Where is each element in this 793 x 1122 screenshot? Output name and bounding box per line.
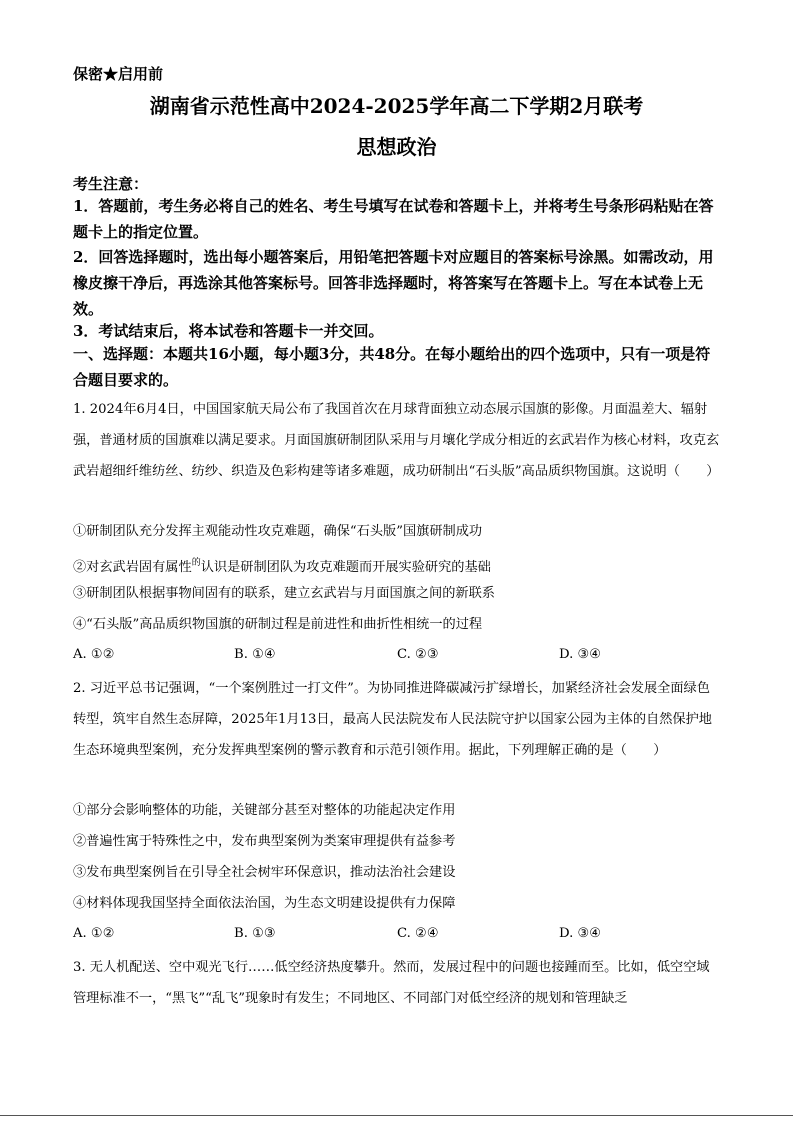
question-2-option-4: ④材料体现我国坚持全面依法治国，为生态文明建设提供有力保障: [73, 896, 456, 911]
choice-d: D. ③④: [559, 647, 602, 662]
notice-item-2: 2．回答选择题时，选出每小题答案后，用铅笔把答题卡对应题目的答案标号涂黑。如需改动，用橡皮擦干净后，再选涂其他答案标号。回答非选择题时，将答案写在答题卡上。写在本试卷上无效。: [73, 248, 714, 318]
question-2-option-2: ②普遍性寓于特殊性之中，发布典型案例为类案审理提供有益参考: [73, 834, 456, 849]
question-2-option-1: ①部分会影响整体的功能，关键部分甚至对整体的功能起决定作用: [73, 803, 456, 818]
page-bottom-rule: [0, 1115, 793, 1116]
section-heading: 一、选择题：本题共16小题，每小题3分，共48分。在每小题给出的四个选项中，只有一项是符合题目要求的。: [73, 345, 711, 389]
choice-c: C. ②④: [397, 926, 439, 941]
question-1-option-1: ①研制团队充分发挥主观能动性攻克难题，确保“石头版”国旗研制成功: [73, 524, 483, 539]
exam-title: 湖南省示范性高中2024-2025学年高二下学期2月联考: [149, 94, 644, 118]
notice-item-1: 1．答题前，考生务必将自己的姓名、考生号填写在试卷和答题卡上，并将考生号条形码粘贴在答题卡上的指定位置。: [73, 197, 714, 241]
question-1-option-4: ④“石头版”高品质织物国旗的研制过程是前进性和曲折性相统一的过程: [73, 617, 483, 632]
question-3-stem: 3. 无人机配送、空中观光飞行……低空经济热度攀升。然而，发展过程中的问题也接踵而至。比如，低空空域管理标准不一，“黑飞”“乱飞”现象时有发生；不同地区、不同部门对低空经济的规划和管理缺乏: [73, 960, 710, 1006]
question-1-choices: [73, 647, 673, 667]
choice-d: D. ③④: [559, 926, 602, 941]
confidential-label: 保密★启用前: [73, 65, 164, 83]
notice-heading: 考生注意：: [73, 175, 149, 193]
choice-b: B. ①③: [234, 926, 276, 941]
choice-a: A. ①②: [73, 647, 115, 662]
question-2-choices: [73, 926, 673, 946]
notice-item-3: 3．考试结束后，将本试卷和答题卡一并交回。: [73, 322, 384, 340]
choice-a: A. ①②: [73, 926, 115, 941]
question-1-option-2: ②对玄武岩固有属性$^的$认识是研制团队为攻克难题而开展实验研究的基础: [73, 558, 491, 575]
choice-b: B. ①④: [234, 647, 276, 662]
question-1-stem: 1. 2024年6月4日，中国国家航天局公布了我国首次在月球背面独立动态展示国旗的影像。月面温差大、辐射强，普通材质的国旗难以满足要求。月面国旗研制团队采用与月壤化学成分相近的玄武岩作为核心材料，攻克玄武岩超细纤维纺丝、纺纱、织造及色彩构建等诸多难题，成功研制出“石头版”高品质织物国旗。这说明（ ）: [73, 402, 720, 479]
question-1-option-3: ③研制团队根据事物间固有的联系，建立玄武岩与月面国旗之间的新联系: [73, 586, 495, 601]
question-2-option-3: ③发布典型案例旨在引导全社会树牢环保意识，推动法治社会建设: [73, 865, 456, 880]
subject-title: 思想政治: [356, 135, 437, 159]
question-2-stem: 2. 习近平总书记强调，“一个案例胜过一打文件”。为协同推进降碳减污扩绿增长，加紧经济社会发展全面绿色转型，筑牢自然生态屏障，2025年1月13日，最高人民法院发布人民法院守护以国家公园为主体的自然保护地生态环境典型案例，充分发挥典型案例的警示教育和示范引领作用。据此，下列理解正确的是（ ）: [73, 681, 712, 758]
choice-c: C. ②③: [397, 647, 439, 662]
